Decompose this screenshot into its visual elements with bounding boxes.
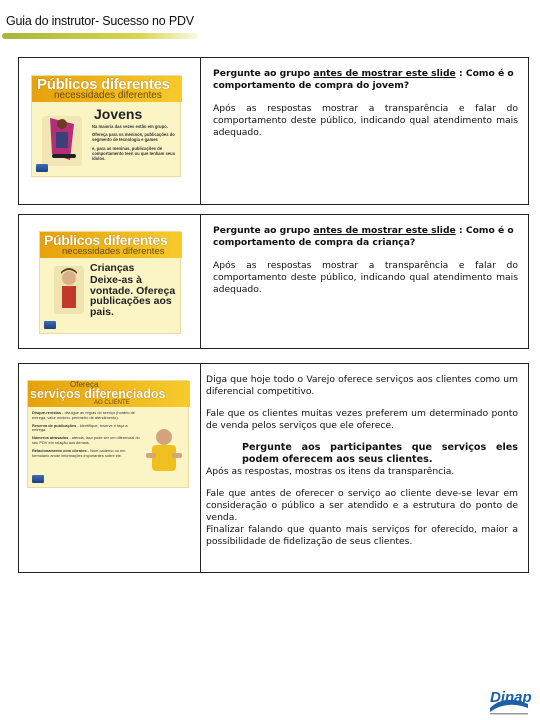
instructor-paragraph: Após as respostas, mostras os itens da transparência.: [206, 466, 455, 477]
question-suffix: : Como é o comportamento de compra do jovem?: [213, 68, 514, 91]
question-underlined: antes de mostrar este slide: [313, 225, 456, 236]
slide-banner-title: serviços diferenciados: [30, 387, 166, 401]
service-label: Reserva de publicações: [32, 422, 77, 428]
instructor-paragraph: Diga que hoje todo o Varejo oferece serviços aos clientes como um diferencial competitivo.: [206, 374, 518, 397]
instructor-question: [213, 225, 518, 249]
dinap-logo-text: Dinap: [490, 689, 532, 706]
slide-heading: Crianças: [90, 262, 135, 274]
page-header-title: Guia do instrutor- Sucesso no PDV: [6, 14, 194, 28]
slide-logo: [32, 475, 44, 483]
instructor-paragraph: Após as respostas mostrar a transparência e falar do comportamento deste público, indicando qual atendimento mais adequado.: [213, 103, 518, 138]
slide-banner: [40, 232, 182, 258]
instructor-notes-3: [200, 364, 528, 572]
slide-body-line: Na maioria das vezes estão em grupo.: [92, 124, 168, 129]
service-item: [32, 424, 140, 434]
slide-banner-title: Públicos diferentes: [44, 232, 168, 248]
slide-body-line: Ofereça para os meninos, publicações do segmento de tecnologia e games: [92, 132, 175, 143]
service-text: - identifique, reserve e faça a entrega.: [32, 422, 128, 433]
question-prefix: Pergunte ao grupo: [213, 225, 314, 236]
service-label: Disque-revistas: [32, 410, 61, 415]
question-suffix: : Como é o comportamento de compra da criança?: [213, 225, 514, 248]
slide-thumbnail-1: [19, 58, 201, 204]
question-underlined: antes de mostrar este slide: [313, 68, 456, 79]
slide-banner-title: Públicos diferentes: [37, 76, 170, 93]
slide-logo: [36, 164, 48, 172]
slide-service-list: [32, 411, 140, 461]
service-item: [32, 449, 140, 459]
question-prefix: Pergunte ao grupo: [213, 68, 314, 79]
slide-body: Deixe-as à vontade. Ofereça publicações aos pais.: [90, 274, 176, 318]
instruction-row-1: [18, 57, 529, 205]
slide-criancas: [39, 231, 181, 334]
service-label: Relacionamento com clientes: [32, 447, 87, 453]
slide-body-line: e, para as meninas, publicações de comportamento teen ou que tenham seus ídolos.: [92, 145, 176, 162]
slide-thumbnail-2: [19, 215, 201, 348]
service-item: [32, 436, 140, 446]
instructor-emphasis: Pergunte aos participantes que serviços eles podem oferecem aos seus clientes.: [242, 442, 518, 465]
slide-logo: [44, 321, 56, 329]
slide-banner: [32, 76, 182, 102]
instructor-question: [213, 68, 518, 92]
service-label: Números atrasados: [32, 435, 69, 441]
slide-banner-subtitle: necessidades diferentes: [62, 246, 165, 257]
handshake-illustration: [142, 425, 186, 477]
slide-jovens: [31, 75, 181, 177]
dinap-logo-icon: [484, 664, 534, 716]
slide-servicos: [27, 380, 189, 488]
service-text: - atenda, isso pode ser um diferencial do seu PDV em relação aos demais.: [32, 435, 140, 445]
slide-body: [92, 124, 178, 164]
service-item: [32, 411, 140, 421]
slide-banner-top: Ofereça: [70, 380, 99, 389]
instructor-notes-2: [209, 215, 528, 348]
instruction-row-3: [18, 363, 529, 573]
instructor-notes-1: [209, 58, 528, 204]
slide-heading: Jovens: [94, 106, 143, 122]
slide-banner-subtitle: AO CLIENTE: [94, 400, 130, 406]
service-text: - Num caderno ou em formulário anote informações importantes sobre ele.: [32, 447, 126, 458]
slide-banner-subtitle: necessidades diferentes: [54, 90, 162, 101]
skater-illustration: [40, 110, 84, 168]
slide-banner: [28, 381, 190, 407]
instructor-paragraph: Finalizar falando que quanto mais serviços for oferecido, maior a possibilidade de fidelização de seus clientes.: [206, 524, 518, 547]
instruction-row-2: [18, 214, 529, 349]
child-illustration: [52, 264, 86, 316]
instructor-paragraph: Fale que antes de oferecer o serviço ao cliente deve-se levar em consideração o público a ser atendido e a estrutura do ponto de venda.: [206, 488, 518, 523]
slide-thumbnail-3: [19, 364, 201, 572]
instructor-paragraph: Após as respostas mostrar a transparência e falar do comportamento deste público, indicando qual atendimento mais adequado.: [213, 260, 518, 295]
instructor-paragraph: Fale que os clientes muitas vezes preferem um determinado ponto de venda pelos serviços que ele oferece.: [206, 408, 518, 431]
service-text: - divulgue as regras do serviço (horário de entrega, valor mínimo, perímetro de atendimento).: [32, 410, 135, 420]
header-underline: [2, 33, 198, 39]
